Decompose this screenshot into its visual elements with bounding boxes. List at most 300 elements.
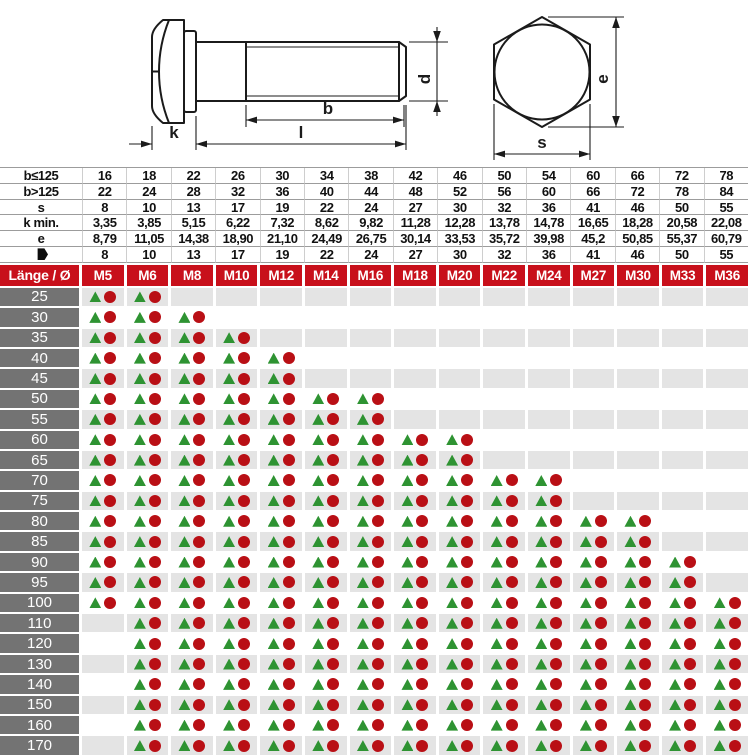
availability-cell xyxy=(350,696,392,714)
availability-cell xyxy=(617,532,659,550)
length-row-label: 60 xyxy=(0,431,79,449)
circle-icon xyxy=(327,658,339,670)
circle-icon xyxy=(372,597,384,609)
circle-icon xyxy=(595,576,607,588)
availability-cell xyxy=(127,594,169,612)
availability-cell xyxy=(573,431,615,449)
circle-icon xyxy=(639,576,651,588)
availability-cell xyxy=(394,390,436,408)
availability-cell xyxy=(394,655,436,673)
availability-cell xyxy=(216,471,258,489)
circle-icon xyxy=(595,617,607,629)
dim-value: 19 xyxy=(260,247,304,263)
dim-value: 21,10 xyxy=(260,231,304,247)
triangle-icon xyxy=(446,475,458,486)
availability-cell xyxy=(216,655,258,673)
dim-value: 72 xyxy=(659,168,703,184)
availability-cell xyxy=(528,736,570,754)
triangle-icon xyxy=(134,638,146,649)
availability-cell xyxy=(82,736,124,754)
availability-cell xyxy=(706,308,748,326)
circle-icon xyxy=(461,740,473,752)
availability-cell xyxy=(216,675,258,693)
availability-cell xyxy=(216,390,258,408)
circle-icon xyxy=(595,556,607,568)
availability-cell xyxy=(394,553,436,571)
dim-value: 66 xyxy=(615,168,659,184)
length-row-label: 150 xyxy=(0,696,79,714)
availability-cell xyxy=(483,553,525,571)
availability-cell xyxy=(305,308,347,326)
circle-icon xyxy=(149,536,161,548)
availability-cell xyxy=(216,634,258,652)
circle-icon xyxy=(238,515,250,527)
availability-cell xyxy=(216,288,258,306)
triangle-icon xyxy=(580,577,592,588)
circle-icon xyxy=(149,393,161,405)
dim-value: 14,78 xyxy=(526,215,570,231)
availability-cell xyxy=(706,329,748,347)
availability-cell xyxy=(528,471,570,489)
circle-icon xyxy=(729,678,741,690)
triangle-icon xyxy=(223,475,235,486)
dim-value: 10 xyxy=(126,247,170,263)
availability-cell xyxy=(662,410,704,428)
triangle-icon xyxy=(401,536,413,547)
triangle-icon xyxy=(580,516,592,527)
dim-value: 17 xyxy=(215,247,259,263)
availability-cell xyxy=(305,614,347,632)
availability-cell xyxy=(662,573,704,591)
triangle-icon xyxy=(178,536,190,547)
circle-icon xyxy=(238,719,250,731)
circle-icon xyxy=(104,311,116,323)
availability-cell xyxy=(260,369,302,387)
circle-icon xyxy=(639,678,651,690)
triangle-icon xyxy=(401,618,413,629)
triangle-icon xyxy=(178,414,190,425)
dim-value: 32 xyxy=(482,247,526,263)
dim-value: 26 xyxy=(215,168,259,184)
triangle-icon xyxy=(535,659,547,670)
triangle-icon xyxy=(401,475,413,486)
availability-cell xyxy=(305,492,347,510)
circle-icon xyxy=(193,617,205,629)
circle-icon xyxy=(639,515,651,527)
availability-cell xyxy=(260,492,302,510)
availability-cell xyxy=(662,288,704,306)
triangle-icon xyxy=(580,699,592,710)
triangle-icon xyxy=(491,495,503,506)
triangle-icon xyxy=(446,455,458,466)
availability-cell xyxy=(260,329,302,347)
triangle-icon xyxy=(535,475,547,486)
availability-cell xyxy=(350,471,392,489)
availability-cell xyxy=(394,431,436,449)
dim-value: 35,72 xyxy=(482,231,526,247)
triangle-icon xyxy=(714,720,726,731)
dim-value: 24 xyxy=(348,247,392,263)
availability-cell xyxy=(216,492,258,510)
circle-icon xyxy=(238,678,250,690)
circle-icon xyxy=(461,576,473,588)
triangle-icon xyxy=(268,699,280,710)
circle-icon xyxy=(372,576,384,588)
availability-cell xyxy=(528,410,570,428)
availability-cell xyxy=(82,512,124,530)
triangle-icon xyxy=(178,557,190,568)
availability-cell xyxy=(350,716,392,734)
availability-cell xyxy=(127,614,169,632)
triangle-icon xyxy=(624,699,636,710)
dim-value: 55,37 xyxy=(659,231,703,247)
availability-cell xyxy=(82,594,124,612)
circle-icon xyxy=(193,678,205,690)
availability-cell xyxy=(394,716,436,734)
availability-cell xyxy=(171,369,213,387)
triangle-icon xyxy=(223,516,235,527)
circle-icon xyxy=(639,536,651,548)
triangle-icon xyxy=(178,740,190,751)
triangle-icon xyxy=(89,557,101,568)
availability-cell xyxy=(82,288,124,306)
circle-icon xyxy=(149,373,161,385)
circle-icon xyxy=(283,658,295,670)
availability-cell xyxy=(82,390,124,408)
circle-icon xyxy=(283,638,295,650)
dim-value: 28 xyxy=(171,184,215,200)
circle-icon xyxy=(416,617,428,629)
availability-cell xyxy=(394,349,436,367)
circle-icon xyxy=(729,638,741,650)
availability-cell xyxy=(706,512,748,530)
circle-icon xyxy=(684,699,696,711)
size-column-header: M20 xyxy=(439,265,481,286)
length-diameter-header: Länge / Ø xyxy=(0,265,79,286)
availability-cell xyxy=(528,431,570,449)
availability-cell xyxy=(305,696,347,714)
availability-cell xyxy=(483,288,525,306)
triangle-icon xyxy=(535,740,547,751)
circle-icon xyxy=(283,617,295,629)
availability-cell xyxy=(528,512,570,530)
availability-cell xyxy=(706,655,748,673)
availability-cell xyxy=(171,675,213,693)
circle-icon xyxy=(595,638,607,650)
circle-icon xyxy=(283,576,295,588)
triangle-icon xyxy=(134,414,146,425)
dim-value: 36 xyxy=(526,200,570,216)
dim-value: 10 xyxy=(126,200,170,216)
availability-cell xyxy=(305,573,347,591)
dim-value: 24 xyxy=(126,184,170,200)
dimension-k xyxy=(129,123,179,150)
triangle-icon xyxy=(223,597,235,608)
triangle-icon xyxy=(446,720,458,731)
triangle-icon xyxy=(446,516,458,527)
triangle-icon xyxy=(268,659,280,670)
availability-cell xyxy=(216,329,258,347)
availability-cell xyxy=(350,655,392,673)
triangle-icon xyxy=(491,638,503,649)
availability-cell xyxy=(617,329,659,347)
triangle-icon xyxy=(669,638,681,649)
triangle-icon xyxy=(312,618,324,629)
circle-icon xyxy=(283,474,295,486)
triangle-icon xyxy=(312,414,324,425)
availability-cell xyxy=(260,614,302,632)
availability-cell xyxy=(350,410,392,428)
triangle-icon xyxy=(134,373,146,384)
triangle-icon xyxy=(89,414,101,425)
availability-cell xyxy=(350,614,392,632)
circle-icon xyxy=(238,434,250,446)
circle-icon xyxy=(149,658,161,670)
triangle-icon xyxy=(401,638,413,649)
availability-cell xyxy=(305,532,347,550)
circle-icon xyxy=(506,617,518,629)
triangle-icon xyxy=(134,679,146,690)
triangle-icon xyxy=(401,557,413,568)
circle-icon xyxy=(104,454,116,466)
availability-cell xyxy=(305,431,347,449)
availability-cell xyxy=(662,716,704,734)
availability-cell xyxy=(439,655,481,673)
circle-icon xyxy=(193,638,205,650)
availability-cell xyxy=(528,594,570,612)
circle-icon xyxy=(372,515,384,527)
dim-value: 14,38 xyxy=(171,231,215,247)
circle-icon xyxy=(461,515,473,527)
dim-value: 50,85 xyxy=(615,231,659,247)
triangle-icon xyxy=(223,373,235,384)
triangle-icon xyxy=(268,414,280,425)
availability-cell xyxy=(127,288,169,306)
circle-icon xyxy=(327,536,339,548)
availability-cell xyxy=(483,716,525,734)
triangle-icon xyxy=(446,638,458,649)
circle-icon xyxy=(193,597,205,609)
circle-icon xyxy=(416,556,428,568)
availability-cell xyxy=(483,532,525,550)
triangle-icon xyxy=(178,618,190,629)
availability-cell xyxy=(439,736,481,754)
triangle-icon xyxy=(535,597,547,608)
dim-value: 27 xyxy=(393,200,437,216)
triangle-icon xyxy=(580,536,592,547)
availability-cell xyxy=(528,532,570,550)
availability-cell xyxy=(216,369,258,387)
dim-row-label: b>125 xyxy=(0,184,82,200)
dim-value: 20,58 xyxy=(659,215,703,231)
triangle-icon xyxy=(714,679,726,690)
availability-cell xyxy=(171,614,213,632)
triangle-icon xyxy=(491,516,503,527)
availability-cell xyxy=(350,736,392,754)
circle-icon xyxy=(149,352,161,364)
triangle-icon xyxy=(401,434,413,445)
triangle-icon xyxy=(223,414,235,425)
circle-icon xyxy=(506,658,518,670)
triangle-icon xyxy=(134,353,146,364)
triangle-icon xyxy=(223,557,235,568)
availability-cell xyxy=(127,431,169,449)
circle-icon xyxy=(327,413,339,425)
dim-value: 8,79 xyxy=(82,231,126,247)
dim-value: 8,62 xyxy=(304,215,348,231)
availability-cell xyxy=(439,573,481,591)
availability-cell xyxy=(260,308,302,326)
circle-icon xyxy=(238,454,250,466)
dim-value: 50 xyxy=(482,168,526,184)
length-row-label: 40 xyxy=(0,349,79,367)
circle-icon xyxy=(104,413,116,425)
circle-icon xyxy=(283,556,295,568)
circle-icon xyxy=(149,515,161,527)
circle-icon xyxy=(193,434,205,446)
availability-cell xyxy=(439,369,481,387)
triangle-icon xyxy=(268,597,280,608)
circle-icon xyxy=(149,719,161,731)
availability-cell xyxy=(394,675,436,693)
availability-cell xyxy=(82,349,124,367)
triangle-icon xyxy=(669,699,681,710)
availability-cell xyxy=(706,492,748,510)
availability-cell xyxy=(305,390,347,408)
dim-label-l: l xyxy=(298,123,304,142)
triangle-icon xyxy=(714,659,726,670)
availability-cell xyxy=(528,308,570,326)
triangle-icon xyxy=(401,740,413,751)
circle-icon xyxy=(238,352,250,364)
circle-icon xyxy=(149,311,161,323)
availability-cell xyxy=(439,553,481,571)
circle-icon xyxy=(729,699,741,711)
circle-icon xyxy=(372,740,384,752)
availability-cell xyxy=(439,349,481,367)
availability-cell xyxy=(394,308,436,326)
dim-label-b: b xyxy=(322,99,334,118)
availability-cell xyxy=(394,594,436,612)
availability-matrix xyxy=(0,288,748,755)
circle-icon xyxy=(729,658,741,670)
circle-icon xyxy=(372,699,384,711)
length-row-label: 75 xyxy=(0,492,79,510)
triangle-icon xyxy=(178,312,190,323)
availability-cell xyxy=(216,594,258,612)
availability-cell xyxy=(260,655,302,673)
availability-cell xyxy=(127,696,169,714)
triangle-icon xyxy=(178,597,190,608)
availability-cell xyxy=(706,696,748,714)
circle-icon xyxy=(327,597,339,609)
circle-icon xyxy=(327,699,339,711)
availability-cell xyxy=(305,329,347,347)
triangle-icon xyxy=(357,455,369,466)
availability-cell xyxy=(305,451,347,469)
circle-icon xyxy=(238,617,250,629)
triangle-icon xyxy=(268,536,280,547)
circle-icon xyxy=(372,556,384,568)
availability-cell xyxy=(528,349,570,367)
availability-cell xyxy=(216,573,258,591)
availability-cell xyxy=(127,532,169,550)
circle-icon xyxy=(104,515,116,527)
triangle-icon xyxy=(134,597,146,608)
triangle-icon xyxy=(401,699,413,710)
availability-cell xyxy=(573,349,615,367)
availability-cell xyxy=(662,492,704,510)
triangle-icon xyxy=(446,618,458,629)
triangle-icon xyxy=(89,373,101,384)
availability-cell xyxy=(394,451,436,469)
circle-icon xyxy=(104,495,116,507)
triangle-icon xyxy=(223,720,235,731)
dim-value: 78 xyxy=(659,184,703,200)
dim-value: 11,05 xyxy=(126,231,170,247)
triangle-icon xyxy=(312,597,324,608)
dim-value: 18,28 xyxy=(615,215,659,231)
availability-cell xyxy=(706,736,748,754)
length-row-label: 170 xyxy=(0,736,79,754)
availability-cell xyxy=(617,573,659,591)
availability-cell xyxy=(528,716,570,734)
triangle-icon xyxy=(624,516,636,527)
availability-cell xyxy=(483,308,525,326)
triangle-icon xyxy=(312,475,324,486)
triangle-icon xyxy=(134,495,146,506)
availability-cell xyxy=(305,410,347,428)
circle-icon xyxy=(506,495,518,507)
availability-cell xyxy=(171,288,213,306)
availability-cell xyxy=(573,716,615,734)
circle-icon xyxy=(238,536,250,548)
triangle-icon xyxy=(714,740,726,751)
dim-value: 41 xyxy=(570,200,614,216)
availability-cell xyxy=(617,369,659,387)
size-column-header: M22 xyxy=(483,265,525,286)
triangle-icon xyxy=(624,679,636,690)
availability-cell xyxy=(394,492,436,510)
availability-cell xyxy=(706,390,748,408)
availability-cell xyxy=(662,431,704,449)
circle-icon xyxy=(283,536,295,548)
availability-cell xyxy=(528,696,570,714)
triangle-icon xyxy=(312,393,324,404)
circle-icon xyxy=(416,699,428,711)
length-row-label: 55 xyxy=(0,410,79,428)
availability-cell xyxy=(171,471,213,489)
availability-cell xyxy=(171,634,213,652)
triangle-icon xyxy=(535,720,547,731)
availability-cell xyxy=(350,675,392,693)
availability-cell xyxy=(216,431,258,449)
dim-value: 40 xyxy=(304,184,348,200)
availability-cell xyxy=(528,573,570,591)
triangle-icon xyxy=(89,577,101,588)
availability-cell xyxy=(127,471,169,489)
availability-cell xyxy=(439,696,481,714)
circle-icon xyxy=(595,515,607,527)
triangle-icon xyxy=(223,455,235,466)
availability-cell xyxy=(573,553,615,571)
availability-cell xyxy=(617,655,659,673)
availability-cell xyxy=(394,573,436,591)
availability-cell xyxy=(305,369,347,387)
dim-value: 22 xyxy=(304,200,348,216)
circle-icon xyxy=(550,638,562,650)
circle-icon xyxy=(506,740,518,752)
